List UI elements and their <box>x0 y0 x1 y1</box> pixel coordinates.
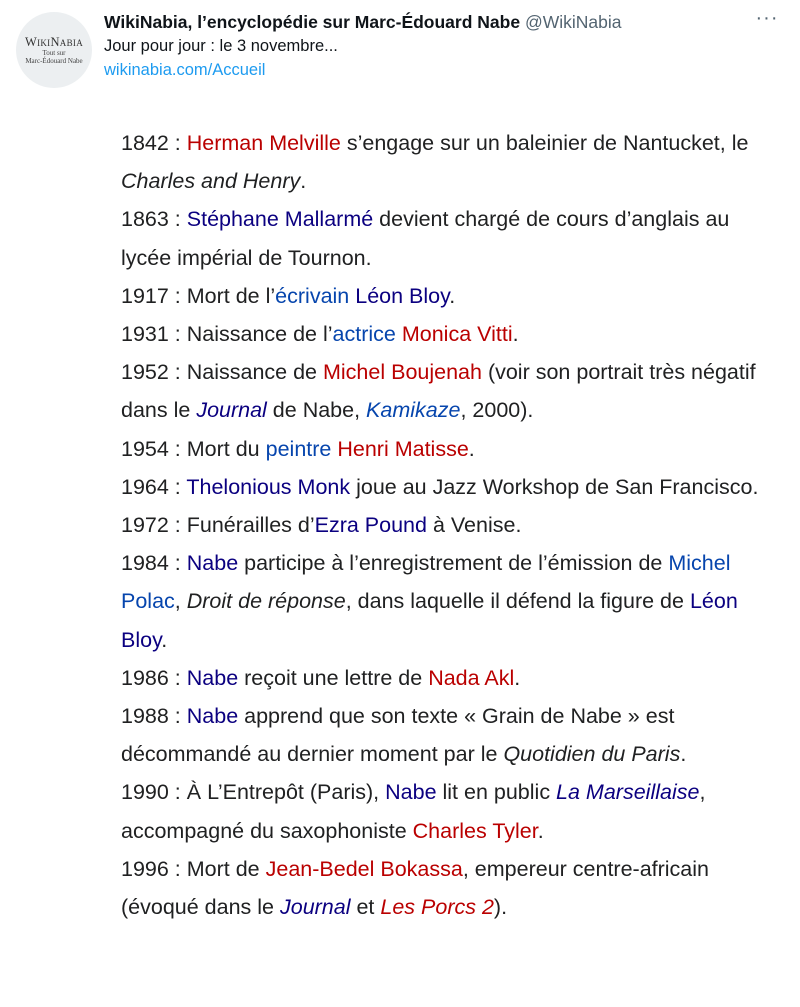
wiki-link[interactable]: Stéphane Mallarmé <box>186 207 374 232</box>
entry: 1986 : Nabe reçoit une lettre de Nada Akl. <box>121 665 521 690</box>
wiki-link[interactable]: Henri Matisse <box>337 436 469 461</box>
wiki-link[interactable]: écrivain <box>275 283 350 308</box>
tweet-text: Jour pour jour : le 3 novembre... <box>104 37 338 55</box>
avatar-logo-subtitle: Tout sur <box>42 48 66 57</box>
wiki-link[interactable]: Ezra Pound <box>314 513 427 538</box>
wiki-link[interactable]: Jean-Bedel Bokassa <box>265 856 463 881</box>
entry: 1996 : Mort de Jean-Bedel Bokassa, empereur centre-africain (évoqué dans le Journal et Les Porcs 2). <box>121 856 710 920</box>
wiki-link[interactable]: Léon Bloy <box>355 283 450 308</box>
wiki-link[interactable]: Nada Akl <box>428 665 515 690</box>
tweet-link[interactable]: wikinabia.com/Accueil <box>104 61 266 79</box>
display-name[interactable]: WikiNabia, l’encyclopédie sur Marc-Édouard Nabe <box>104 12 521 32</box>
wiki-link[interactable]: Léon Bloy <box>121 589 738 652</box>
wiki-link[interactable]: actrice <box>332 322 396 347</box>
entry: 1842 : Herman Melville s’engage sur un baleinier de Nantucket, le Charles and Henry. <box>121 131 749 194</box>
wiki-link[interactable]: Nabe <box>186 551 239 576</box>
wiki-link[interactable]: La Marseillaise <box>556 780 700 805</box>
wiki-link[interactable]: Herman Melville <box>186 131 341 155</box>
entry: 1988 : Nabe apprend que son texte « Grain de Nabe » est décommandé au dernier moment par le Quotidien du Paris. <box>121 704 687 767</box>
wiki-link[interactable]: Michel Boujenah <box>323 360 482 385</box>
wiki-link[interactable]: Charles Tyler <box>412 818 538 843</box>
avatar-logo-subtitle: Marc-Édouard Nabe <box>25 56 83 65</box>
entry: 1990 : À L’Entrepôt (Paris), Nabe lit en public La Marseillaise, accompagné du saxophoniste Charles Tyler. <box>121 780 706 843</box>
author-line <box>104 10 744 34</box>
wiki-link[interactable]: Thelonious Monk <box>186 474 351 499</box>
more-options-button[interactable] <box>752 8 782 32</box>
entry: 1917 : Mort de l’écrivain Léon Bloy. <box>121 283 456 308</box>
wiki-link[interactable]: Journal <box>279 895 351 920</box>
wiki-link[interactable]: Michel Polac <box>121 551 731 614</box>
tweet-header <box>104 10 744 82</box>
wiki-link[interactable]: Les Porcs 2 <box>380 895 494 920</box>
user-handle[interactable]: @WikiNabia <box>524 12 622 32</box>
more-horizontal-icon: ··· <box>755 7 779 29</box>
wiki-link[interactable]: Monica Vitti <box>401 322 513 347</box>
avatar-logo-name: WikiNabia <box>24 34 84 49</box>
avatar[interactable] <box>16 12 92 88</box>
attached-image[interactable] <box>104 118 784 1007</box>
entry: 1863 : Stéphane Mallarmé devient chargé de cours d’anglais au lycée impérial de Tournon. <box>121 207 730 270</box>
entry: 1954 : Mort du peintre Henri Matisse. <box>121 436 475 461</box>
wiki-link[interactable]: Kamikaze <box>366 398 461 423</box>
entries-list <box>121 124 761 926</box>
wiki-link[interactable]: Journal <box>196 398 267 423</box>
wiki-link[interactable]: peintre <box>265 436 332 461</box>
wiki-link[interactable]: Nabe <box>186 665 239 690</box>
entry: 1984 : Nabe participe à l’enregistrement de l’émission de Michel Polac, Droit de réponse, dans laquelle il défend la figure de Léon Bloy. <box>121 551 738 652</box>
entry: 1964 : Thelonious Monk joue au Jazz Workshop de San Francisco. <box>121 474 759 499</box>
entry: 1952 : Naissance de Michel Boujenah (voir son portrait très négatif dans le Journal de Nabe, Kamikaze, 2000). <box>121 360 756 423</box>
entry: 1931 : Naissance de l’actrice Monica Vitti. <box>121 322 519 347</box>
entry: 1972 : Funérailles d’Ezra Pound à Venise. <box>121 513 522 538</box>
wiki-link[interactable]: Nabe <box>385 780 437 805</box>
wiki-link[interactable]: Nabe <box>186 704 239 729</box>
